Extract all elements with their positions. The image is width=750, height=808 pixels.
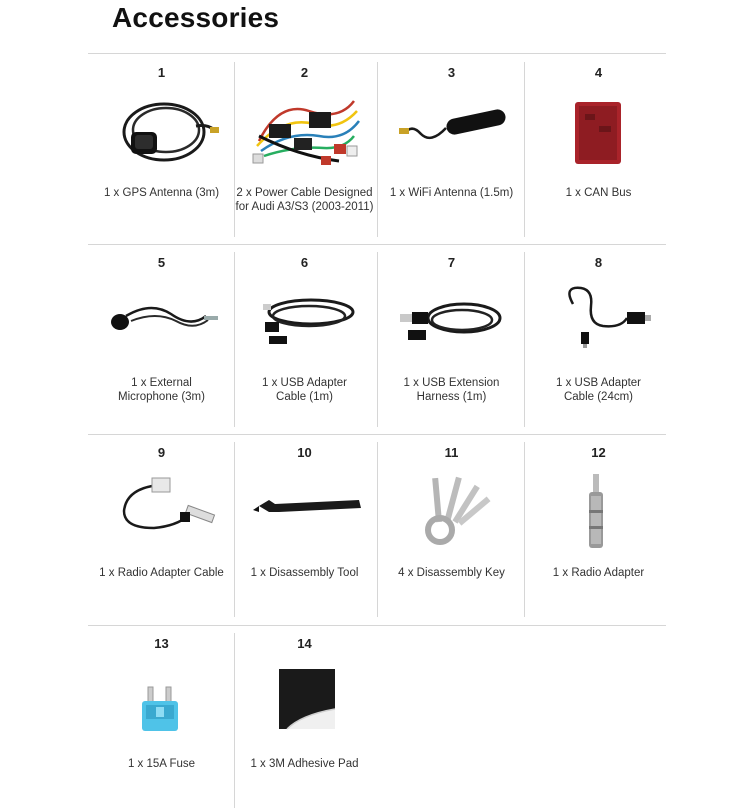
item-caption: 4 x Disassembly Key <box>398 567 505 579</box>
accessory-item-6 <box>231 252 378 422</box>
item-caption: 2 x Power Cable Designed for Audi A3/S3 (2003-2011) <box>235 187 374 213</box>
item-caption: 1 x WiFi Antenna (1.5m) <box>389 187 514 199</box>
item-number: 1 <box>157 65 166 80</box>
accessory-item-2 <box>231 62 378 232</box>
accessory-item-8 <box>525 252 672 422</box>
disassembly-tool-icon <box>239 466 369 556</box>
item-number: 4 <box>594 65 603 80</box>
wifi-antenna-icon <box>386 86 516 176</box>
radio-adapter-icon <box>533 466 663 556</box>
accessory-item-13 <box>88 633 235 803</box>
item-caption: 1 x Radio Adapter <box>552 567 645 579</box>
divider <box>88 625 666 626</box>
item-number: 10 <box>297 445 312 460</box>
accessory-item-7 <box>378 252 525 422</box>
accessory-item-4 <box>525 62 672 232</box>
page-title: Accessories <box>112 2 280 33</box>
usb-short-cable-icon <box>533 276 663 366</box>
item-number: 11 <box>444 445 459 460</box>
usb-extension-harness-icon <box>386 276 516 366</box>
accessory-item-10 <box>231 442 378 612</box>
disassembly-key-icon <box>386 466 516 556</box>
accessory-item-5 <box>88 252 235 422</box>
can-bus-icon <box>533 86 663 176</box>
item-caption: 1 x USB Adapter Cable (24cm) <box>555 377 642 403</box>
usb-adapter-cable-icon <box>239 276 369 366</box>
item-caption: 1 x 3M Adhesive Pad <box>250 758 359 770</box>
gps-antenna-icon <box>96 86 226 176</box>
accessory-item-11 <box>378 442 525 612</box>
radio-adapter-cable-icon <box>96 466 226 556</box>
item-caption: 1 x USB Extension Harness (1m) <box>403 377 500 403</box>
item-caption: 1 x External Microphone (3m) <box>118 377 205 403</box>
item-number: 7 <box>447 255 456 270</box>
item-number: 14 <box>297 636 312 651</box>
accessory-item-12 <box>525 442 672 612</box>
item-number: 5 <box>157 255 166 270</box>
item-number: 3 <box>447 65 456 80</box>
item-number: 13 <box>154 636 169 651</box>
item-caption: 1 x CAN Bus <box>565 187 632 199</box>
divider <box>88 53 666 54</box>
item-caption: 1 x USB Adapter Cable (1m) <box>261 377 348 403</box>
accessory-item-14 <box>231 633 378 803</box>
accessory-item-9 <box>88 442 235 612</box>
adhesive-pad-icon <box>239 657 369 747</box>
item-caption: 1 x Disassembly Tool <box>250 567 359 579</box>
item-number: 12 <box>591 445 606 460</box>
divider <box>88 244 666 245</box>
fuse-icon <box>96 657 226 747</box>
microphone-icon <box>96 276 226 366</box>
item-number: 6 <box>300 255 309 270</box>
item-number: 8 <box>594 255 603 270</box>
accessory-item-1 <box>88 62 235 232</box>
item-number: 2 <box>300 65 309 80</box>
item-caption: 1 x 15A Fuse <box>127 758 196 770</box>
power-cable-icon <box>239 86 369 176</box>
item-caption: 1 x Radio Adapter Cable <box>99 567 224 579</box>
item-number: 9 <box>157 445 166 460</box>
item-caption: 1 x GPS Antenna (3m) <box>103 187 220 199</box>
divider <box>88 434 666 435</box>
accessory-item-3 <box>378 62 525 232</box>
